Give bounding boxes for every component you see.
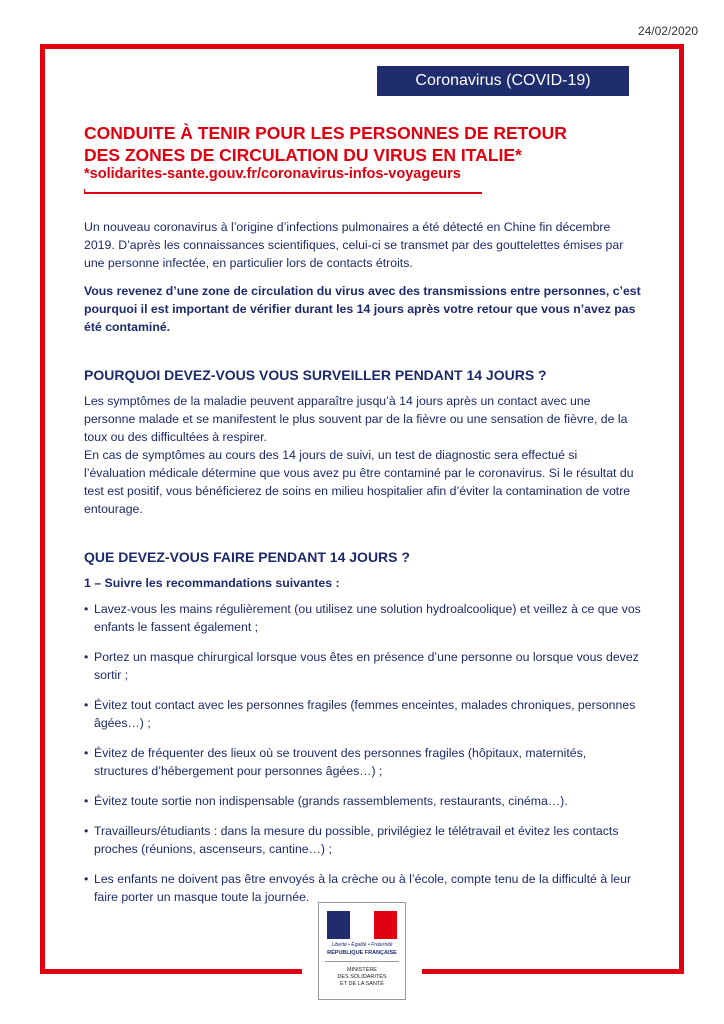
ministry-line-2: DES SOLIDARITÉS	[337, 974, 387, 980]
flag-icon	[327, 911, 397, 939]
title-line-2: DES ZONES DE CIRCULATION DU VIRUS EN ITALIE*	[84, 145, 522, 165]
section-heading-what: QUE DEVEZ-VOUS FAIRE PENDANT 14 JOURS ?	[84, 549, 410, 565]
main-content	[84, 218, 642, 918]
list-item: • Les enfants ne doivent pas être envoyés à la crèche ou à l’école, compte tenu de la difficulté à leur faire porter un masque toute la journée.	[84, 870, 642, 906]
diagnosis-paragraph: En cas de symptômes au cours des 14 jours de suivi, un test de diagnostic sera effectué si l’évaluation médicale détermine que vous avez pu être contaminé par le coronavirus. Si le résultat du test est positif, vous bénéficierez de soins en milieu hospitalier afin d’éviter la contamination de votre entourage.	[84, 448, 634, 516]
list-item: • Évitez tout contact avec les personnes fragiles (femmes enceintes, malades chroniques, personnes âgées…) ;	[84, 696, 642, 732]
page-title	[84, 122, 644, 166]
frame-border-right	[679, 44, 684, 974]
frame-border-bottom-right	[422, 969, 684, 974]
section-heading-why: POURQUOI DEVEZ-VOUS VOUS SURVEILLER PENDANT 14 JOURS ?	[84, 367, 547, 383]
ministry-logo	[318, 902, 406, 1000]
intro-bold-paragraph: Vous revenez d’une zone de circulation du virus avec des transmissions entre personnes, c’est pourquoi il est important de vérifier durant les 14 jours après votre retour que vous n’avez pas été contaminé.	[84, 284, 641, 334]
ministry-line-3: ET DE LA SANTÉ	[340, 981, 384, 987]
covid-badge-label: Coronavirus (COVID-19)	[415, 72, 591, 89]
ministry-line-1: MINISTÈRE	[347, 967, 377, 973]
list-item: • Travailleurs/étudiants : dans la mesure du possible, privilégiez le télétravail et évitez les contacts proches (réunions, ascenseurs, cantine…) ;	[84, 822, 642, 858]
frame-border-bottom-left	[40, 969, 302, 974]
list-item: • Évitez toute sortie non indispensable (grands rassemblements, restaurants, cinéma…).	[84, 792, 642, 810]
list-item: • Évitez de fréquenter des lieux où se trouvent des personnes fragiles (hôpitaux, maternités, structures d’hébergement pour personnes âgées…) ;	[84, 744, 642, 780]
recommendations-subheading: 1 – Suivre les recommandations suivantes :	[84, 576, 340, 590]
logo-ministry	[323, 967, 401, 988]
list-item: • Portez un masque chirurgical lorsque vous êtes en présence d’une personne ou lorsque vous devez sortir ;	[84, 648, 642, 684]
logo-republic: RÉPUBLIQUE FRANÇAISE	[327, 950, 397, 956]
title-line-1: CONDUITE À TENIR POUR LES PERSONNES DE RETOUR	[84, 123, 567, 143]
symptoms-paragraph: Les symptômes de la maladie peuvent apparaître jusqu’à 14 jours après un contact avec une personne malade et se manifestent le plus souvent par de la fièvre ou une sensation de fièvre, de la toux ou des difficultées à respirer.	[84, 394, 628, 444]
info-link[interactable]: *solidarites-sante.gouv.fr/coronavirus-infos-voyageurs	[84, 166, 461, 182]
covid-badge	[377, 66, 629, 96]
document-date: 24/02/2020	[637, 24, 698, 38]
logo-motto: Liberté • Égalité • Fraternité	[331, 942, 393, 948]
list-item: • Lavez-vous les mains régulièrement (ou utilisez une solution hydroalcoolique) et veillez à ce que vos enfants le fassent également ;	[84, 600, 642, 636]
logo-divider	[325, 961, 399, 962]
recommendations-list	[84, 600, 642, 906]
frame-border-left	[40, 44, 45, 974]
intro-paragraph: Un nouveau coronavirus à l’origine d’infections pulmonaires a été détecté en Chine fin décembre 2019. D’après les connaissances scientifiques, celui-ci se transmet par des gouttelettes émises par une personne infectée, en particulier lors de contacts étroits.	[84, 220, 624, 270]
title-underline	[84, 187, 482, 195]
frame-border-top	[40, 44, 684, 49]
